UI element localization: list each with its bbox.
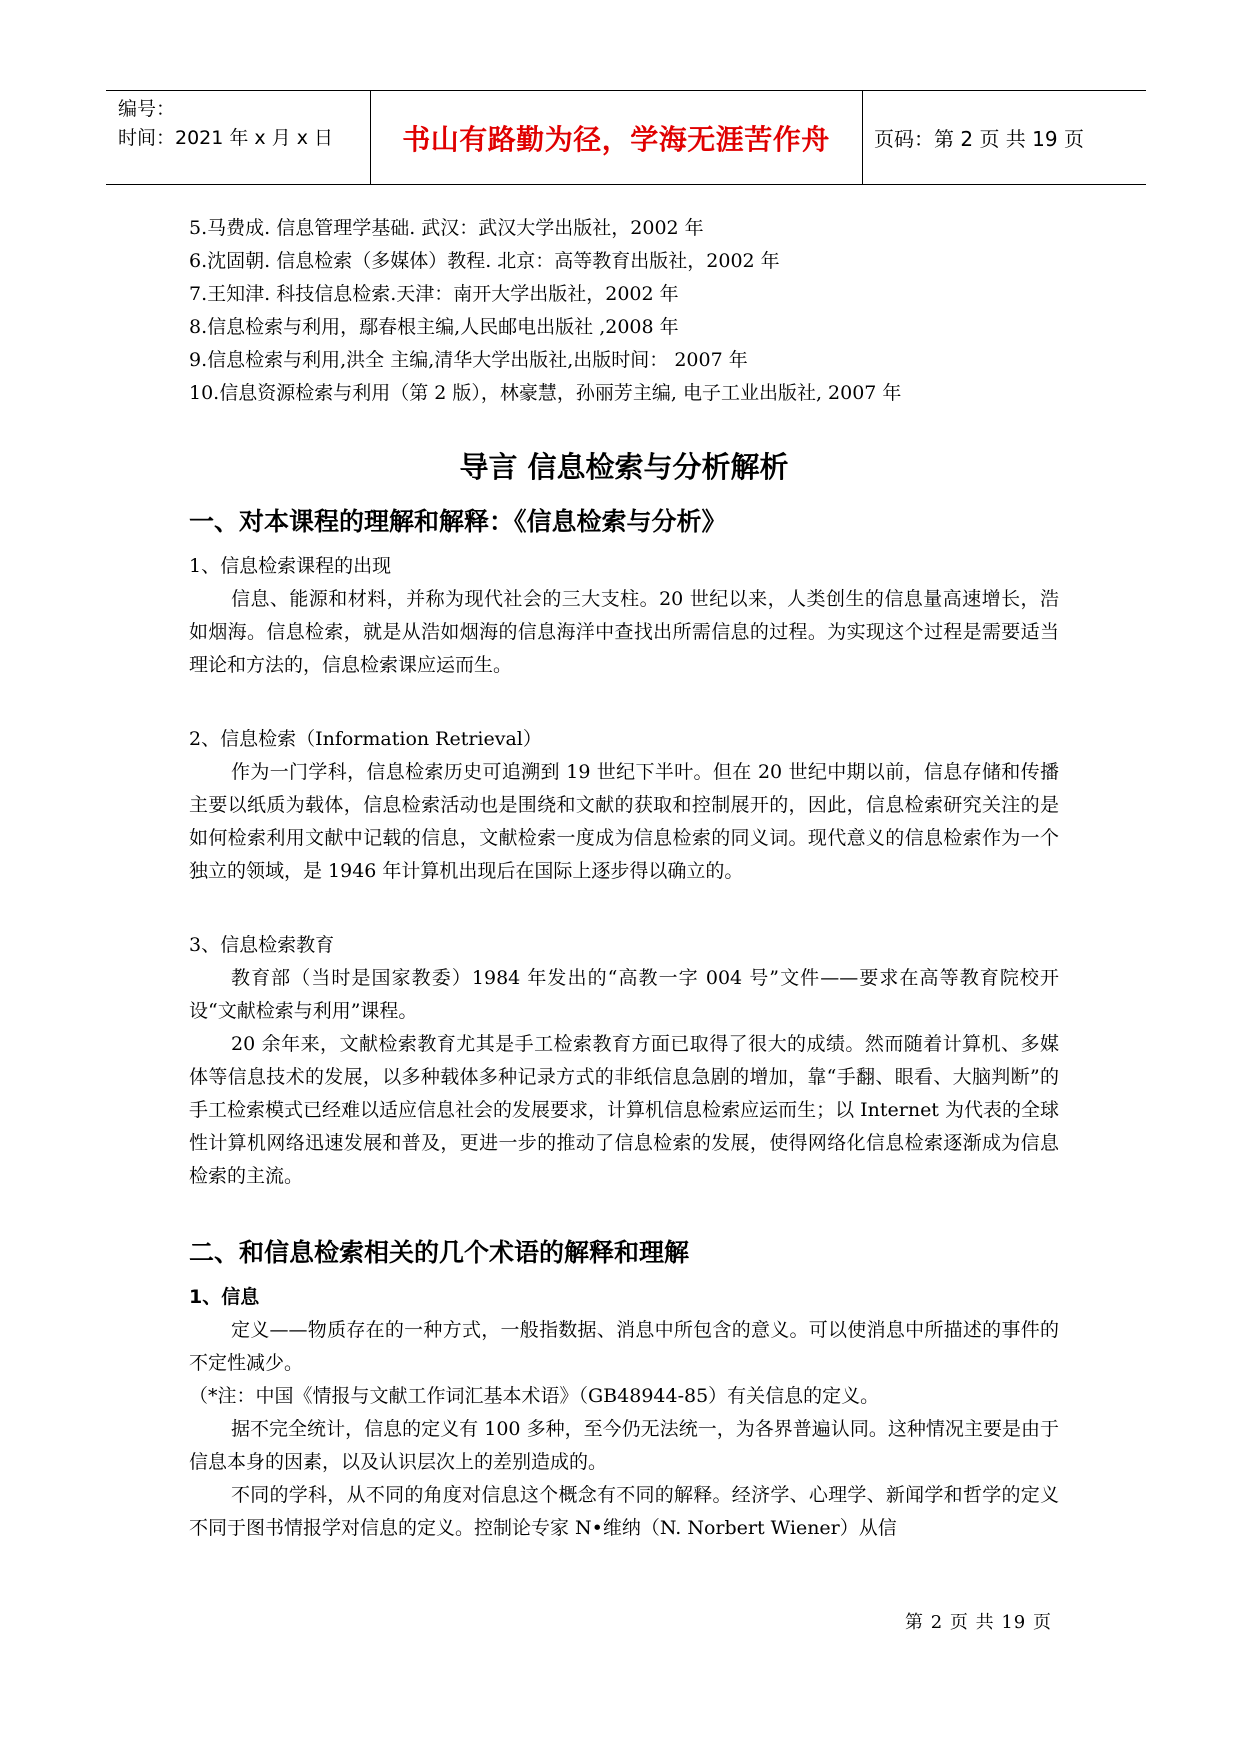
time-label: 时间：2021 年 x 月 x 日: [118, 127, 334, 149]
subsection-heading: 1、信息检索课程的出现: [189, 555, 392, 577]
motto: 书山有路勤为径，学海无涯苦作舟: [402, 122, 830, 156]
subsection-heading: 2、信息检索（Information Retrieval）: [189, 728, 542, 750]
subsection-heading: 1、信息: [189, 1286, 260, 1308]
reference-item: 7.王知津. 科技信息检索.天津：南开大学出版社，2002 年: [189, 283, 679, 305]
paragraph: 教育部（当时是国家教委）1984 年发出的“高教一字 004 号”文件——要求在高等教育院校开设“文献检索与利用”课程。: [189, 967, 1059, 1022]
section-heading: 二、和信息检索相关的几个术语的解释和理解: [189, 1238, 690, 1267]
document-body: [189, 212, 1059, 1545]
paragraph: 据不完全统计，信息的定义有 100 多种，至今仍无法统一，为各界普遍认同。这种情况主要是由于信息本身的因素，以及认识层次上的差别造成的。: [189, 1418, 1059, 1473]
reference-item: 6.沈固朝. 信息检索（多媒体）教程. 北京：高等教育出版社，2002 年: [189, 250, 780, 272]
header-table: [106, 90, 1146, 185]
main-title: 导言 信息检索与分析解析: [459, 450, 789, 484]
paragraph: 作为一门学科，信息检索历史可追溯到 19 世纪下半叶。但在 20 世纪中期以前，信息存储和传播主要以纸质为载体，信息检索活动也是围绕和文献的获取和控制展开的，因此，信息检索研究关注的是如何检索利用文献中记载的信息，文献检索一度成为信息检索的同义词。现代意义的信息检索作为一个独立的领域，是 1946 年计算机出现后在国际上逐步得以确立的。: [189, 761, 1059, 882]
reference-item: 5.马费成. 信息管理学基础. 武汉：武汉大学出版社，2002 年: [189, 217, 704, 239]
section-heading: 一、对本课程的理解和解释：《信息检索与分析》: [189, 507, 727, 536]
reference-item: 8.信息检索与利用，鄢春根主编,人民邮电出版社 ,2008 年: [189, 316, 679, 338]
number-label: 编号：: [118, 98, 176, 120]
note: （*注：中国《情报与文献工作词汇基本术语》（GB48944-85）有关信息的定义。: [189, 1385, 880, 1407]
reference-list: [189, 212, 1059, 410]
header-left-cell: [118, 95, 333, 153]
paragraph: 20 余年来，文献检索教育尤其是手工检索教育方面已取得了很大的成绩。然而随着计算机、多媒体等信息技术的发展，以多种载体多种记录方式的非纸信息急剧的增加，靠“手翻、眼看、大脑判断”的手工检索模式已经难以适应信息社会的发展要求，计算机信息检索应运而生；以 Internet 为代表的全球性计算机网络迅速发展和普及，更进一步的推动了信息检索的发展，使得网络化信息检索逐渐成为信息检索的主流。: [189, 1033, 1059, 1187]
page-footer: 第 2 页 共 19 页: [905, 1612, 1052, 1633]
subsection-heading: 3、信息检索教育: [189, 934, 335, 956]
reference-item: 9.信息检索与利用,洪全 主编,清华大学出版社,出版时间： 2007 年: [189, 349, 748, 371]
reference-item: 10.信息资源检索与利用（第 2 版），林豪慧，孙丽芳主编, 电子工业出版社, 2007 年: [189, 382, 902, 404]
paragraph: 定义——物质存在的一种方式，一般指数据、消息中所包含的意义。可以使消息中所描述的事件的不定性减少。: [189, 1319, 1059, 1374]
paragraph: 不同的学科，从不同的角度对信息这个概念有不同的解释。经济学、心理学、新闻学和哲学的定义不同于图书情报学对信息的定义。控制论专家 N•维纳（N. Norbert Wiener）从信: [189, 1484, 1059, 1539]
paragraph: 信息、能源和材料，并称为现代社会的三大支柱。20 世纪以来，人类创生的信息量高速增长，浩如烟海。信息检索，就是从浩如烟海的信息海洋中查找出所需信息的过程。为实现这个过程是需要适当理论和方法的，信息检索课应运而生。: [189, 588, 1059, 676]
page-label: 页码：第 2 页 共 19 页: [874, 127, 1084, 151]
header-divider: [862, 91, 863, 184]
